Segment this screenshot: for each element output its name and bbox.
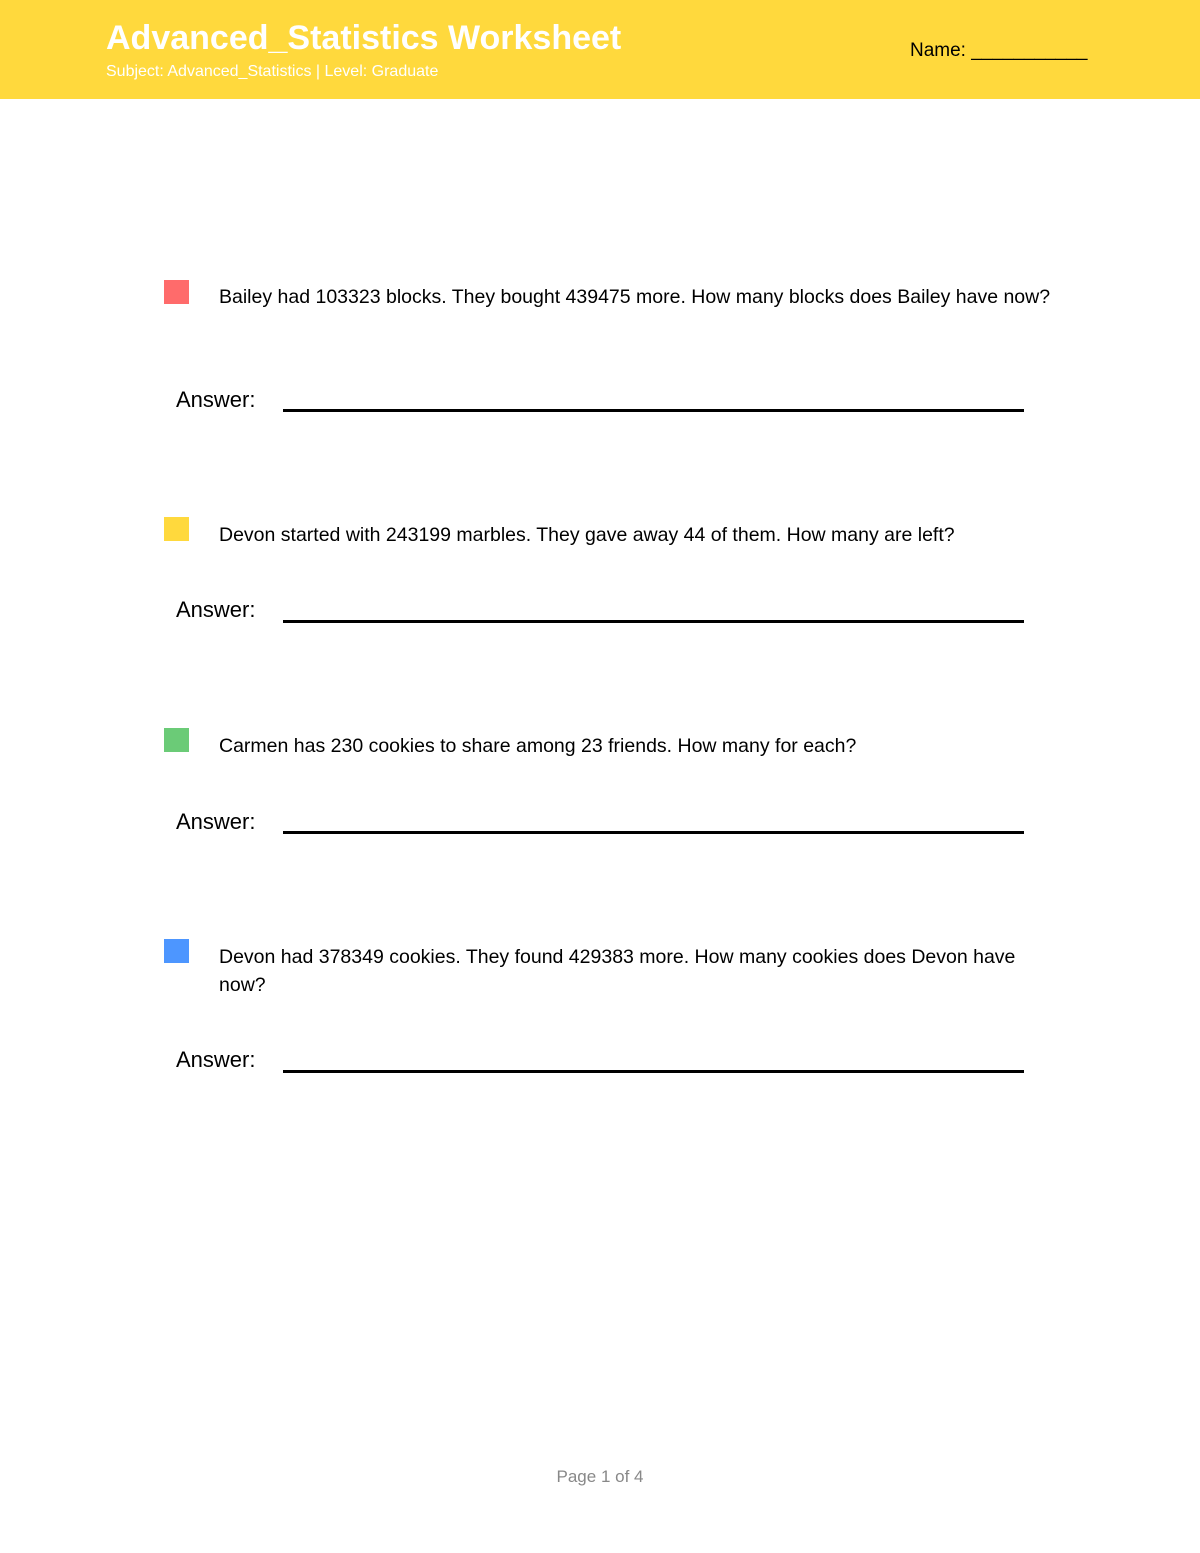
question-color-marker: [164, 280, 189, 304]
question-text: Devon started with 243199 marbles. They gave away 44 of them. How many are left?: [219, 524, 955, 546]
answer-label: Answer:: [176, 1047, 256, 1072]
name-field[interactable]: Name: ___________: [910, 40, 1088, 61]
answer-line[interactable]: [283, 409, 1024, 412]
worksheet-subtitle: Subject: Advanced_Statistics | Level: Graduate: [106, 63, 439, 80]
answer-line[interactable]: [283, 620, 1024, 623]
answer-line[interactable]: [283, 1070, 1024, 1073]
question-color-marker: [164, 939, 189, 963]
question-text: Bailey had 103323 blocks. They bought 439475 more. How many blocks does Bailey have now?: [219, 286, 1051, 308]
question-text: Devon had 378349 cookies. They found 429383 more. How many cookies does Devon have now?: [219, 946, 1016, 996]
answer-line[interactable]: [283, 831, 1024, 834]
worksheet-title: Advanced_Statistics Worksheet: [106, 19, 622, 57]
question-color-marker: [164, 517, 189, 541]
answer-label: Answer:: [176, 387, 256, 412]
page-number: Page 1 of 4: [556, 1467, 644, 1486]
question-color-marker: [164, 728, 189, 752]
worksheet-header: [0, 0, 1200, 99]
answer-label: Answer:: [176, 597, 256, 622]
question-text: Carmen has 230 cookies to share among 23 friends. How many for each?: [219, 735, 857, 757]
answer-label: Answer:: [176, 809, 256, 834]
